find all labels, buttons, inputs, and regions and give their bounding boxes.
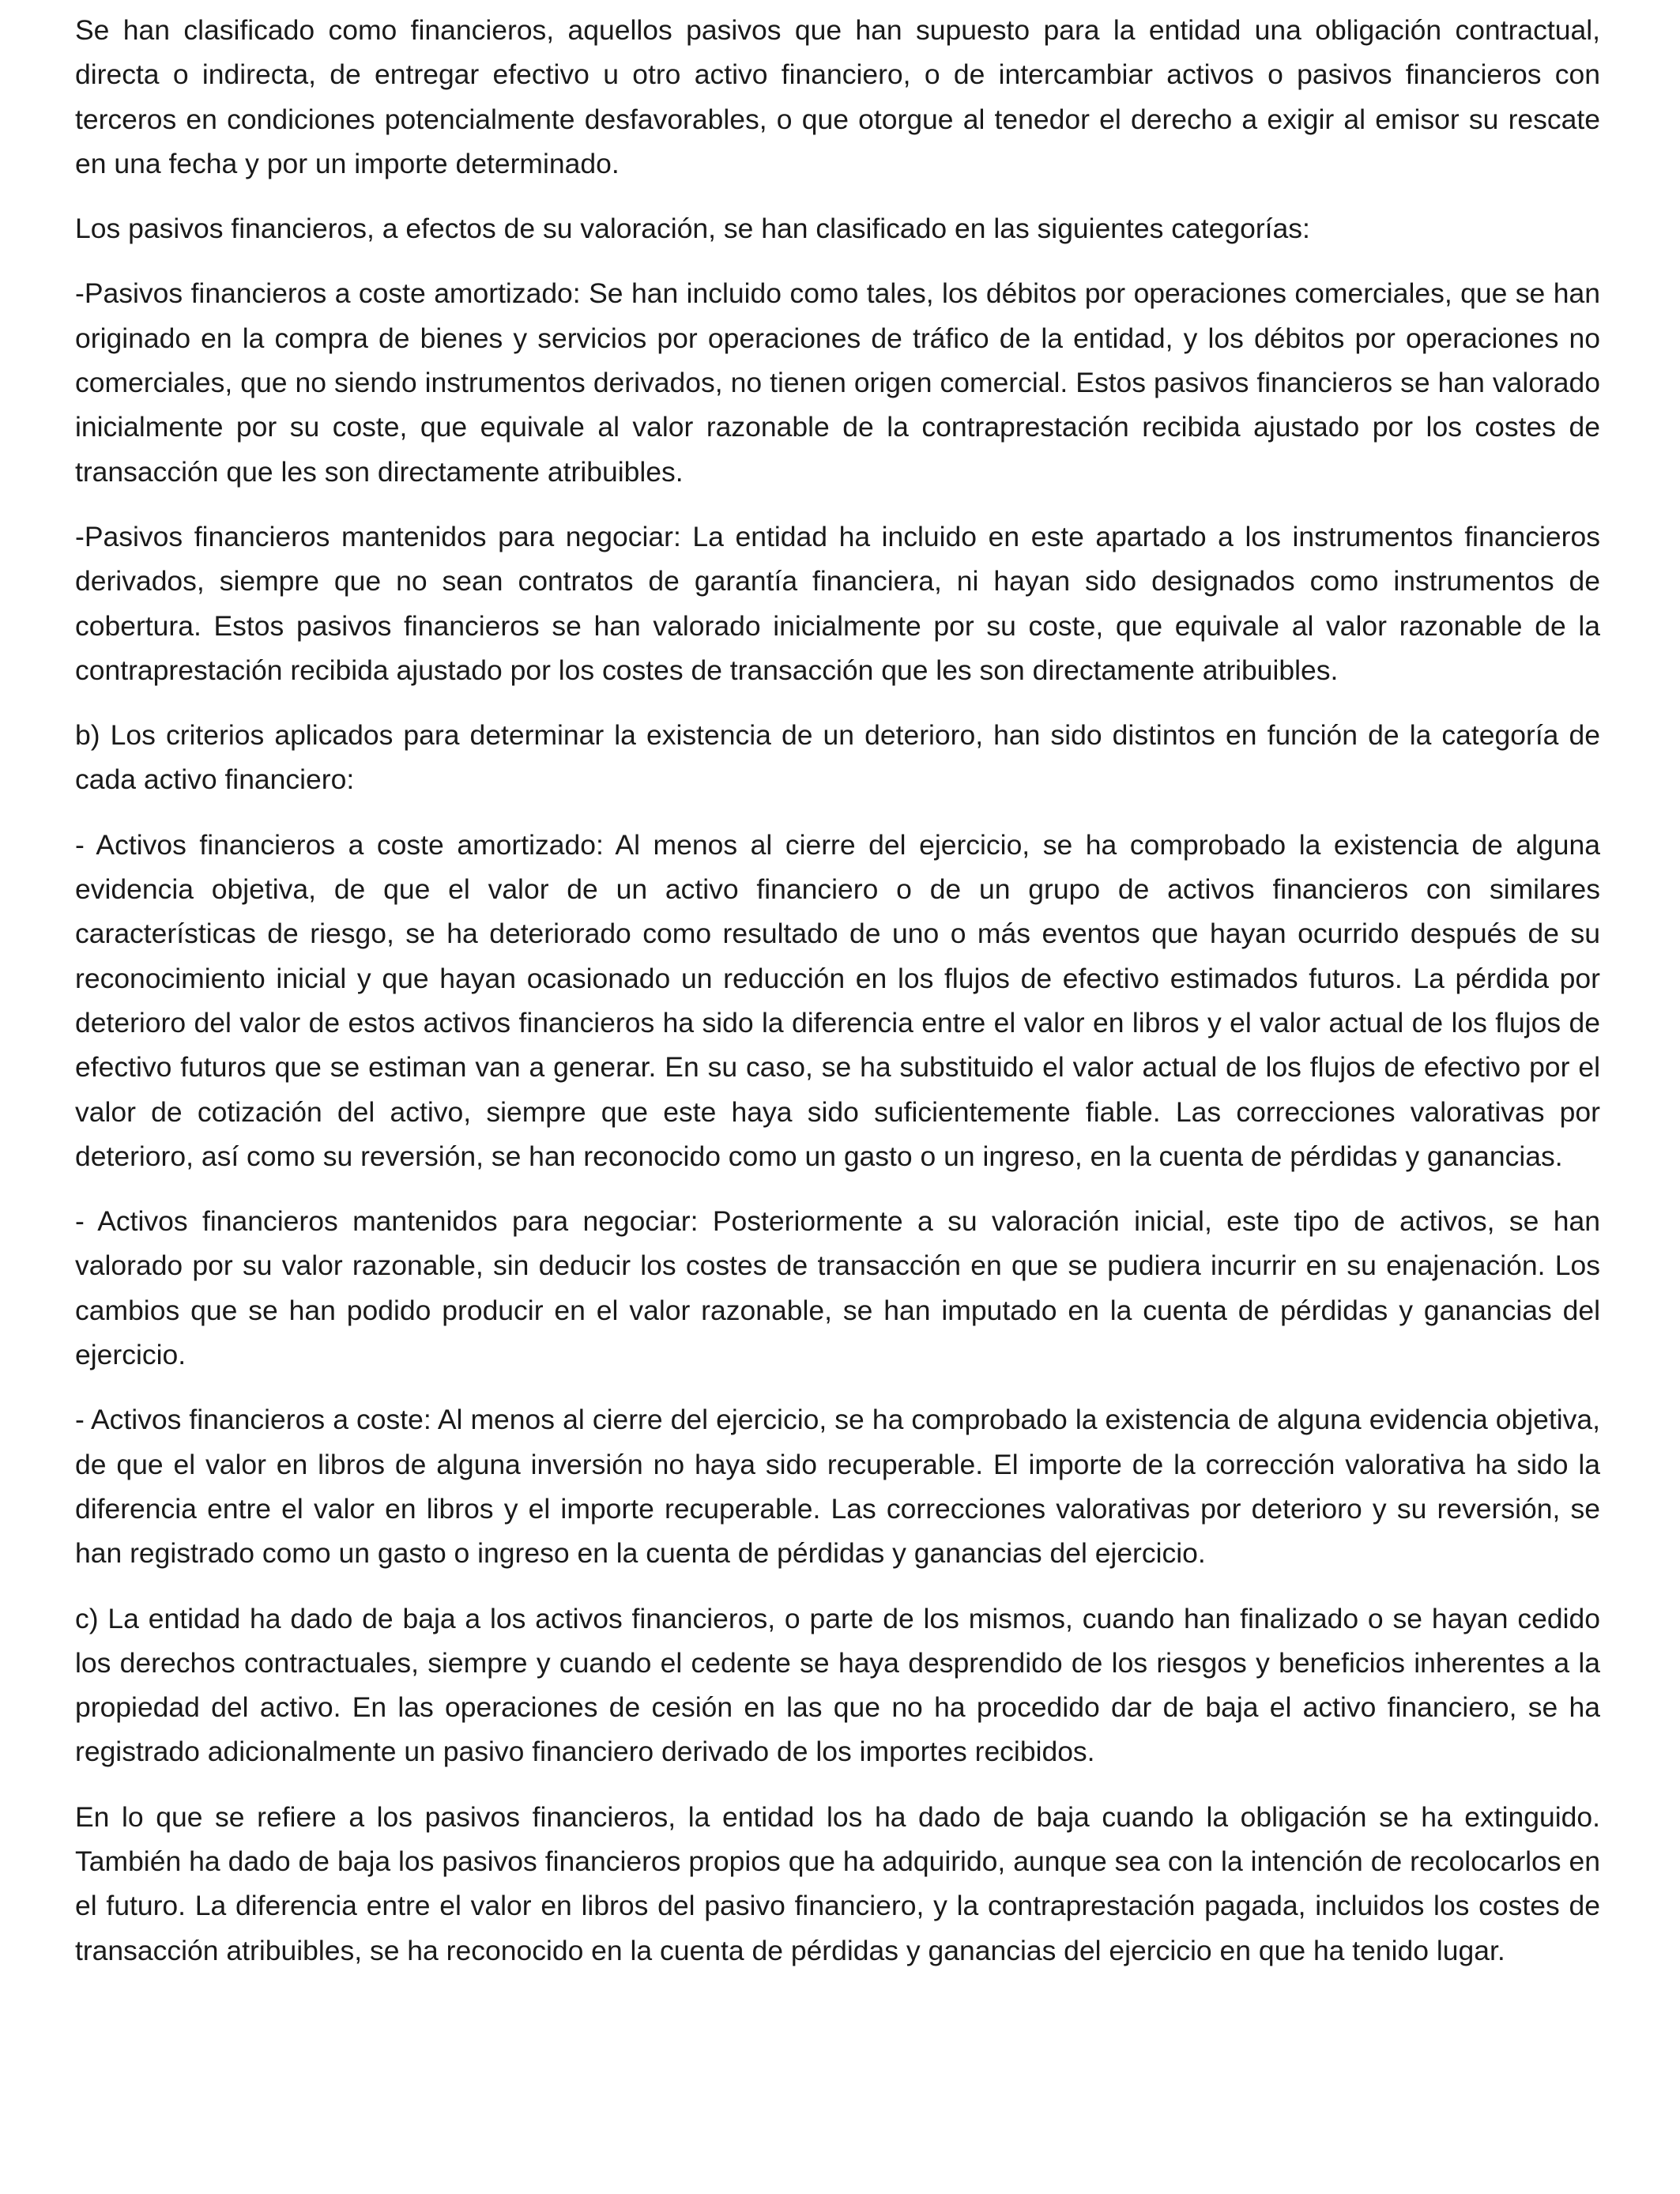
paragraph-pasivos-definicion: Se han clasificado como financieros, aquellos pasivos que han supuesto para la entidad una obligación contractual, directa o indirecta, de entregar efectivo u otro activo financiero, o de intercambiar activos o pasivos financieros con terceros en condiciones potencialmente desfavorables, o que otorgue al tenedor el derecho a exigir al emisor su rescate en una fecha y por un importe determinado. — [75, 14, 1600, 179]
paragraph-c-baja-activos: c) La entidad ha dado de baja a los activos financieros, o parte de los mismos, cuando han finalizado o se hayan cedido los derechos contractuales, siempre y cuando el cedente se haya desprendido de los riesgos y beneficios inherentes a la propiedad del activo. En las operaciones de cesión en las que no ha procedido dar de baja el activo financiero, se ha registrado adicionalmente un pasivo financiero derivado de los importes recibidos. — [75, 1602, 1600, 1768]
paragraph-activos-negociar: - Activos financieros mantenidos para negociar: Posteriormente a su valoración inicial, este tipo de activos, se han valorado por su valor razonable, sin deducir los costes de transacción en que se pudiera incurrir en su enajenación. Los cambios que se han podido producir en el valor razonable, se han imputado en la cuenta de pérdidas y ganancias del ejercicio. — [75, 1205, 1600, 1371]
paragraph-activos-coste-amortizado: - Activos financieros a coste amortizado: Al menos al cierre del ejercicio, se ha comprobado la existencia de alguna evidencia objetiva, de que el valor de un activo financiero o de un grupo de activos financieros con similares características de riesgo, se ha deteriorado como resultado de uno o más eventos que hayan ocurrido después de su reconocimiento inicial y que hayan ocasionado un reducción en los flujos de efectivo estimados futuros. La pérdida por deterioro del valor de estos activos financieros ha sido la diferencia entre el valor en libros y el valor actual de los flujos de efectivo futuros que se estiman van a generar. En su caso, se ha substituido el valor actual de los flujos de efectivo por el valor de cotización del activo, siempre que este haya sido suficientemente fiable. Las correcciones valorativas por deterioro, así como su reversión, se han reconocido como un gasto o un ingreso, en la cuenta de pérdidas y ganancias. — [75, 828, 1600, 1172]
paragraph-pasivos-negociar: -Pasivos financieros mantenidos para negociar: La entidad ha incluido en este apartado a los instrumentos financieros derivados, siempre que no sean contratos de garantía financiera, ni hayan sido designados como instrumentos de cobertura. Estos pasivos financieros se han valorado inicialmente por su coste, que equivale al valor razonable de la contraprestación recibida ajustado por los costes de transacción que les son directamente atribuibles. — [75, 520, 1600, 686]
document-page — [75, 8, 1600, 1993]
paragraph-activos-coste: - Activos financieros a coste: Al menos al cierre del ejercicio, se ha comprobado la existencia de alguna evidencia objetiva, de que el valor en libros de alguna inversión no haya sido recuperable. El importe de la corrección valorativa ha sido la diferencia entre el valor en libros y el importe recuperable. Las correcciones valorativas por deterioro y su reversión, se han registrado como un gasto o ingreso en la cuenta de pérdidas y ganancias del ejercicio. — [75, 1404, 1600, 1570]
paragraph-pasivos-categorias: Los pasivos financieros, a efectos de su valoración, se han clasificado en las siguientes categorías: — [75, 213, 1310, 245]
paragraph-b-criterios-deterioro: b) Los criterios aplicados para determinar la existencia de un deterioro, han sido distintos en función de la categoría de cada activo financiero: — [75, 719, 1600, 796]
paragraph-pasivos-coste-amortizado: -Pasivos financieros a coste amortizado: Se han incluido como tales, los débitos por operaciones comerciales, que se han originado en la compra de bienes y servicios por operaciones de tráfico de la entidad, y los débitos por operaciones no comerciales, que no siendo instrumentos derivados, no tienen origen comercial. Estos pasivos financieros se han valorado inicialmente por su coste, que equivale al valor razonable de la contraprestación recibida ajustado por los costes de transacción que les son directamente atribuibles. — [75, 277, 1600, 488]
paragraph-baja-pasivos: En lo que se refiere a los pasivos financieros, la entidad los ha dado de baja cuando la obligación se ha extinguido. También ha dado de baja los pasivos financieros propios que ha adquirido, aunque sea con la intención de recolocarlos en el futuro. La diferencia entre el valor en libros del pasivo financiero, y la contraprestación pagada, incluidos los costes de transacción atribuibles, se ha reconocido en la cuenta de pérdidas y ganancias del ejercicio en que ha tenido lugar. — [75, 1800, 1600, 1966]
